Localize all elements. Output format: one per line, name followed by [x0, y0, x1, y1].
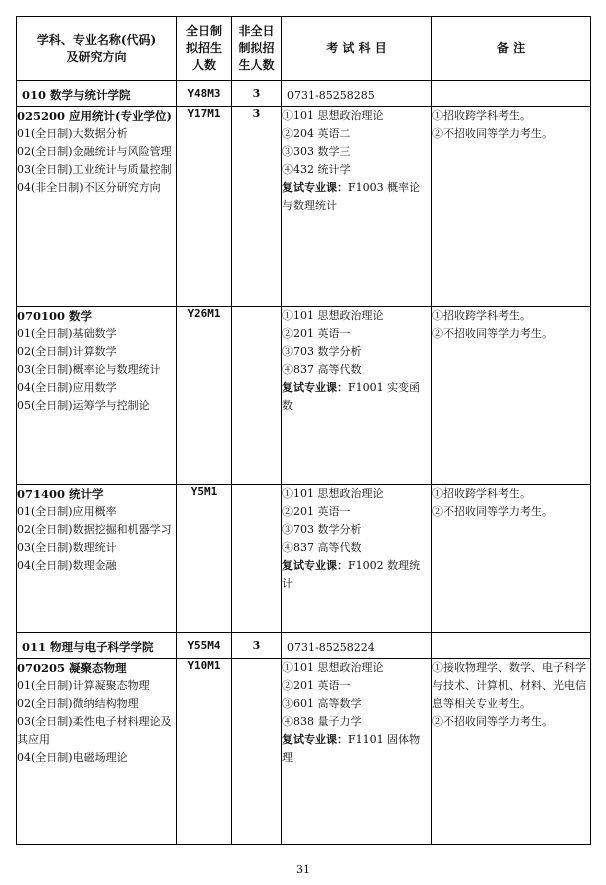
parttime-quota: 3 — [232, 81, 282, 107]
exam-subject: ①101 思想政治理论 — [282, 487, 384, 500]
exam-subject: ④838 量子力学 — [282, 715, 362, 728]
exam-subject: ③703 数学分析 — [282, 345, 362, 358]
exam-subject: ③601 高等数学 — [282, 697, 362, 710]
exam-subject: ③303 数学三 — [282, 145, 351, 158]
research-direction: 03(全日制)柔性电子材料理论及其应用 — [17, 715, 172, 746]
major-cell — [17, 307, 177, 485]
major-row — [17, 659, 591, 845]
major-title: 025200 应用统计(专业学位) — [17, 109, 172, 123]
research-direction: 01(全日制)应用概率 — [17, 505, 117, 518]
research-direction: 05(全日制)运筹学与控制论 — [17, 399, 150, 412]
research-direction: 03(全日制)工业统计与质量控制 — [17, 163, 172, 176]
research-direction: 02(全日制)数据挖掘和机器学习 — [17, 523, 172, 536]
exam-subject: ②204 英语二 — [282, 127, 351, 140]
retest-label: 复试专业课： — [282, 181, 348, 194]
major-cell — [17, 659, 177, 845]
research-direction: 03(全日制)概率论与数理统计 — [17, 363, 161, 376]
fulltime-quota: Y10M1 — [177, 659, 232, 845]
exam-subject: ②201 英语一 — [282, 327, 351, 340]
parttime-quota: 3 — [232, 633, 282, 659]
research-direction: 04(全日制)应用数学 — [17, 381, 117, 394]
retest-subject — [282, 557, 431, 593]
notes — [432, 307, 591, 485]
note: ②不招收同等学力考生。 — [432, 505, 553, 518]
parttime-quota — [232, 307, 282, 485]
department-phone: 0731-85258224 — [287, 641, 375, 654]
major-title: 070205 凝聚态物理 — [17, 661, 127, 675]
note: ①招收跨学科考生。 — [432, 109, 531, 122]
notes — [432, 107, 591, 307]
department-name: 011 物理与电子科学学院 — [22, 640, 154, 654]
retest-value: F1002 数理统计 — [282, 559, 421, 590]
research-direction: 04(全日制)数理金融 — [17, 559, 117, 572]
research-direction: 04(全日制)电磁场理论 — [17, 751, 128, 764]
retest-subject — [282, 379, 431, 415]
parttime-quota: 3 — [232, 107, 282, 307]
retest-value: F1003 概率论与数理统计 — [282, 181, 421, 212]
research-direction: 01(全日制)基础数学 — [17, 327, 117, 340]
retest-label: 复试专业课： — [282, 733, 348, 746]
note: ②不招收同等学力考生。 — [432, 715, 553, 728]
header-exam-subjects: 考 试 科 目 — [282, 17, 432, 81]
notes — [432, 659, 591, 845]
exam-subject: ②201 英语一 — [282, 505, 351, 518]
major-row — [17, 107, 591, 307]
department-phone: 0731-85258285 — [287, 89, 375, 102]
research-direction: 02(全日制)微纳结构物理 — [17, 697, 139, 710]
research-direction: 04(非全日制)不区分研究方向 — [17, 181, 161, 194]
exam-subjects — [282, 307, 432, 485]
exam-subjects — [282, 659, 432, 845]
table-header-row — [17, 17, 591, 81]
exam-subject: ④432 统计学 — [282, 163, 351, 176]
retest-subject — [282, 731, 431, 767]
notes — [432, 485, 591, 633]
major-title: 070100 数学 — [17, 309, 93, 323]
major-cell — [17, 485, 177, 633]
major-row — [17, 485, 591, 633]
department-name: 010 数学与统计学院 — [22, 88, 131, 102]
major-title: 071400 统计学 — [17, 487, 104, 501]
exam-subject: ②201 英语一 — [282, 679, 351, 692]
department-row — [17, 81, 591, 107]
exam-subjects — [282, 485, 432, 633]
note: ②不招收同等学力考生。 — [432, 127, 553, 140]
fulltime-quota: Y26M1 — [177, 307, 232, 485]
retest-value: F1001 实变函数 — [282, 381, 421, 412]
retest-label: 复试专业课： — [282, 381, 348, 394]
exam-subject: ④837 高等代数 — [282, 541, 362, 554]
page-number: 31 — [296, 863, 310, 876]
retest-subject — [282, 179, 431, 215]
note: ①招收跨学科考生。 — [432, 309, 531, 322]
note: ①招收跨学科考生。 — [432, 487, 531, 500]
header-fulltime-quota: 全日制 拟招生 人数 — [177, 17, 232, 81]
research-direction: 01(全日制)计算凝聚态物理 — [17, 679, 150, 692]
note: ①接收物理学、数学、电子科学与技术、计算机、材料、光电信息等相关专业考生。 — [432, 661, 586, 710]
admissions-table — [16, 16, 591, 845]
header-major: 学科、专业名称(代码) 及研究方向 — [17, 17, 177, 81]
fulltime-quota: Y5M1 — [177, 485, 232, 633]
exam-subject: ①101 思想政治理论 — [282, 109, 384, 122]
retest-label: 复试专业课： — [282, 559, 348, 572]
header-notes: 备 注 — [432, 17, 591, 81]
research-direction: 03(全日制)数理统计 — [17, 541, 117, 554]
exam-subject: ④837 高等代数 — [282, 363, 362, 376]
fulltime-quota: Y48M3 — [177, 81, 232, 107]
header-parttime-quota: 非全日 制拟招 生人数 — [232, 17, 282, 81]
research-direction: 02(全日制)金融统计与风险管理 — [17, 145, 172, 158]
research-direction: 02(全日制)计算数学 — [17, 345, 117, 358]
research-direction: 01(全日制)大数据分析 — [17, 127, 128, 140]
exam-subject: ③703 数学分析 — [282, 523, 362, 536]
parttime-quota — [232, 485, 282, 633]
exam-subject: ①101 思想政治理论 — [282, 661, 384, 674]
retest-value: F1101 固体物理 — [282, 733, 421, 764]
exam-subject: ①101 思想政治理论 — [282, 309, 384, 322]
note: ②不招收同等学力考生。 — [432, 327, 553, 340]
fulltime-quota: Y17M1 — [177, 107, 232, 307]
major-row — [17, 307, 591, 485]
major-cell — [17, 107, 177, 307]
department-row — [17, 633, 591, 659]
exam-subjects — [282, 107, 432, 307]
parttime-quota — [232, 659, 282, 845]
fulltime-quota: Y55M4 — [177, 633, 232, 659]
